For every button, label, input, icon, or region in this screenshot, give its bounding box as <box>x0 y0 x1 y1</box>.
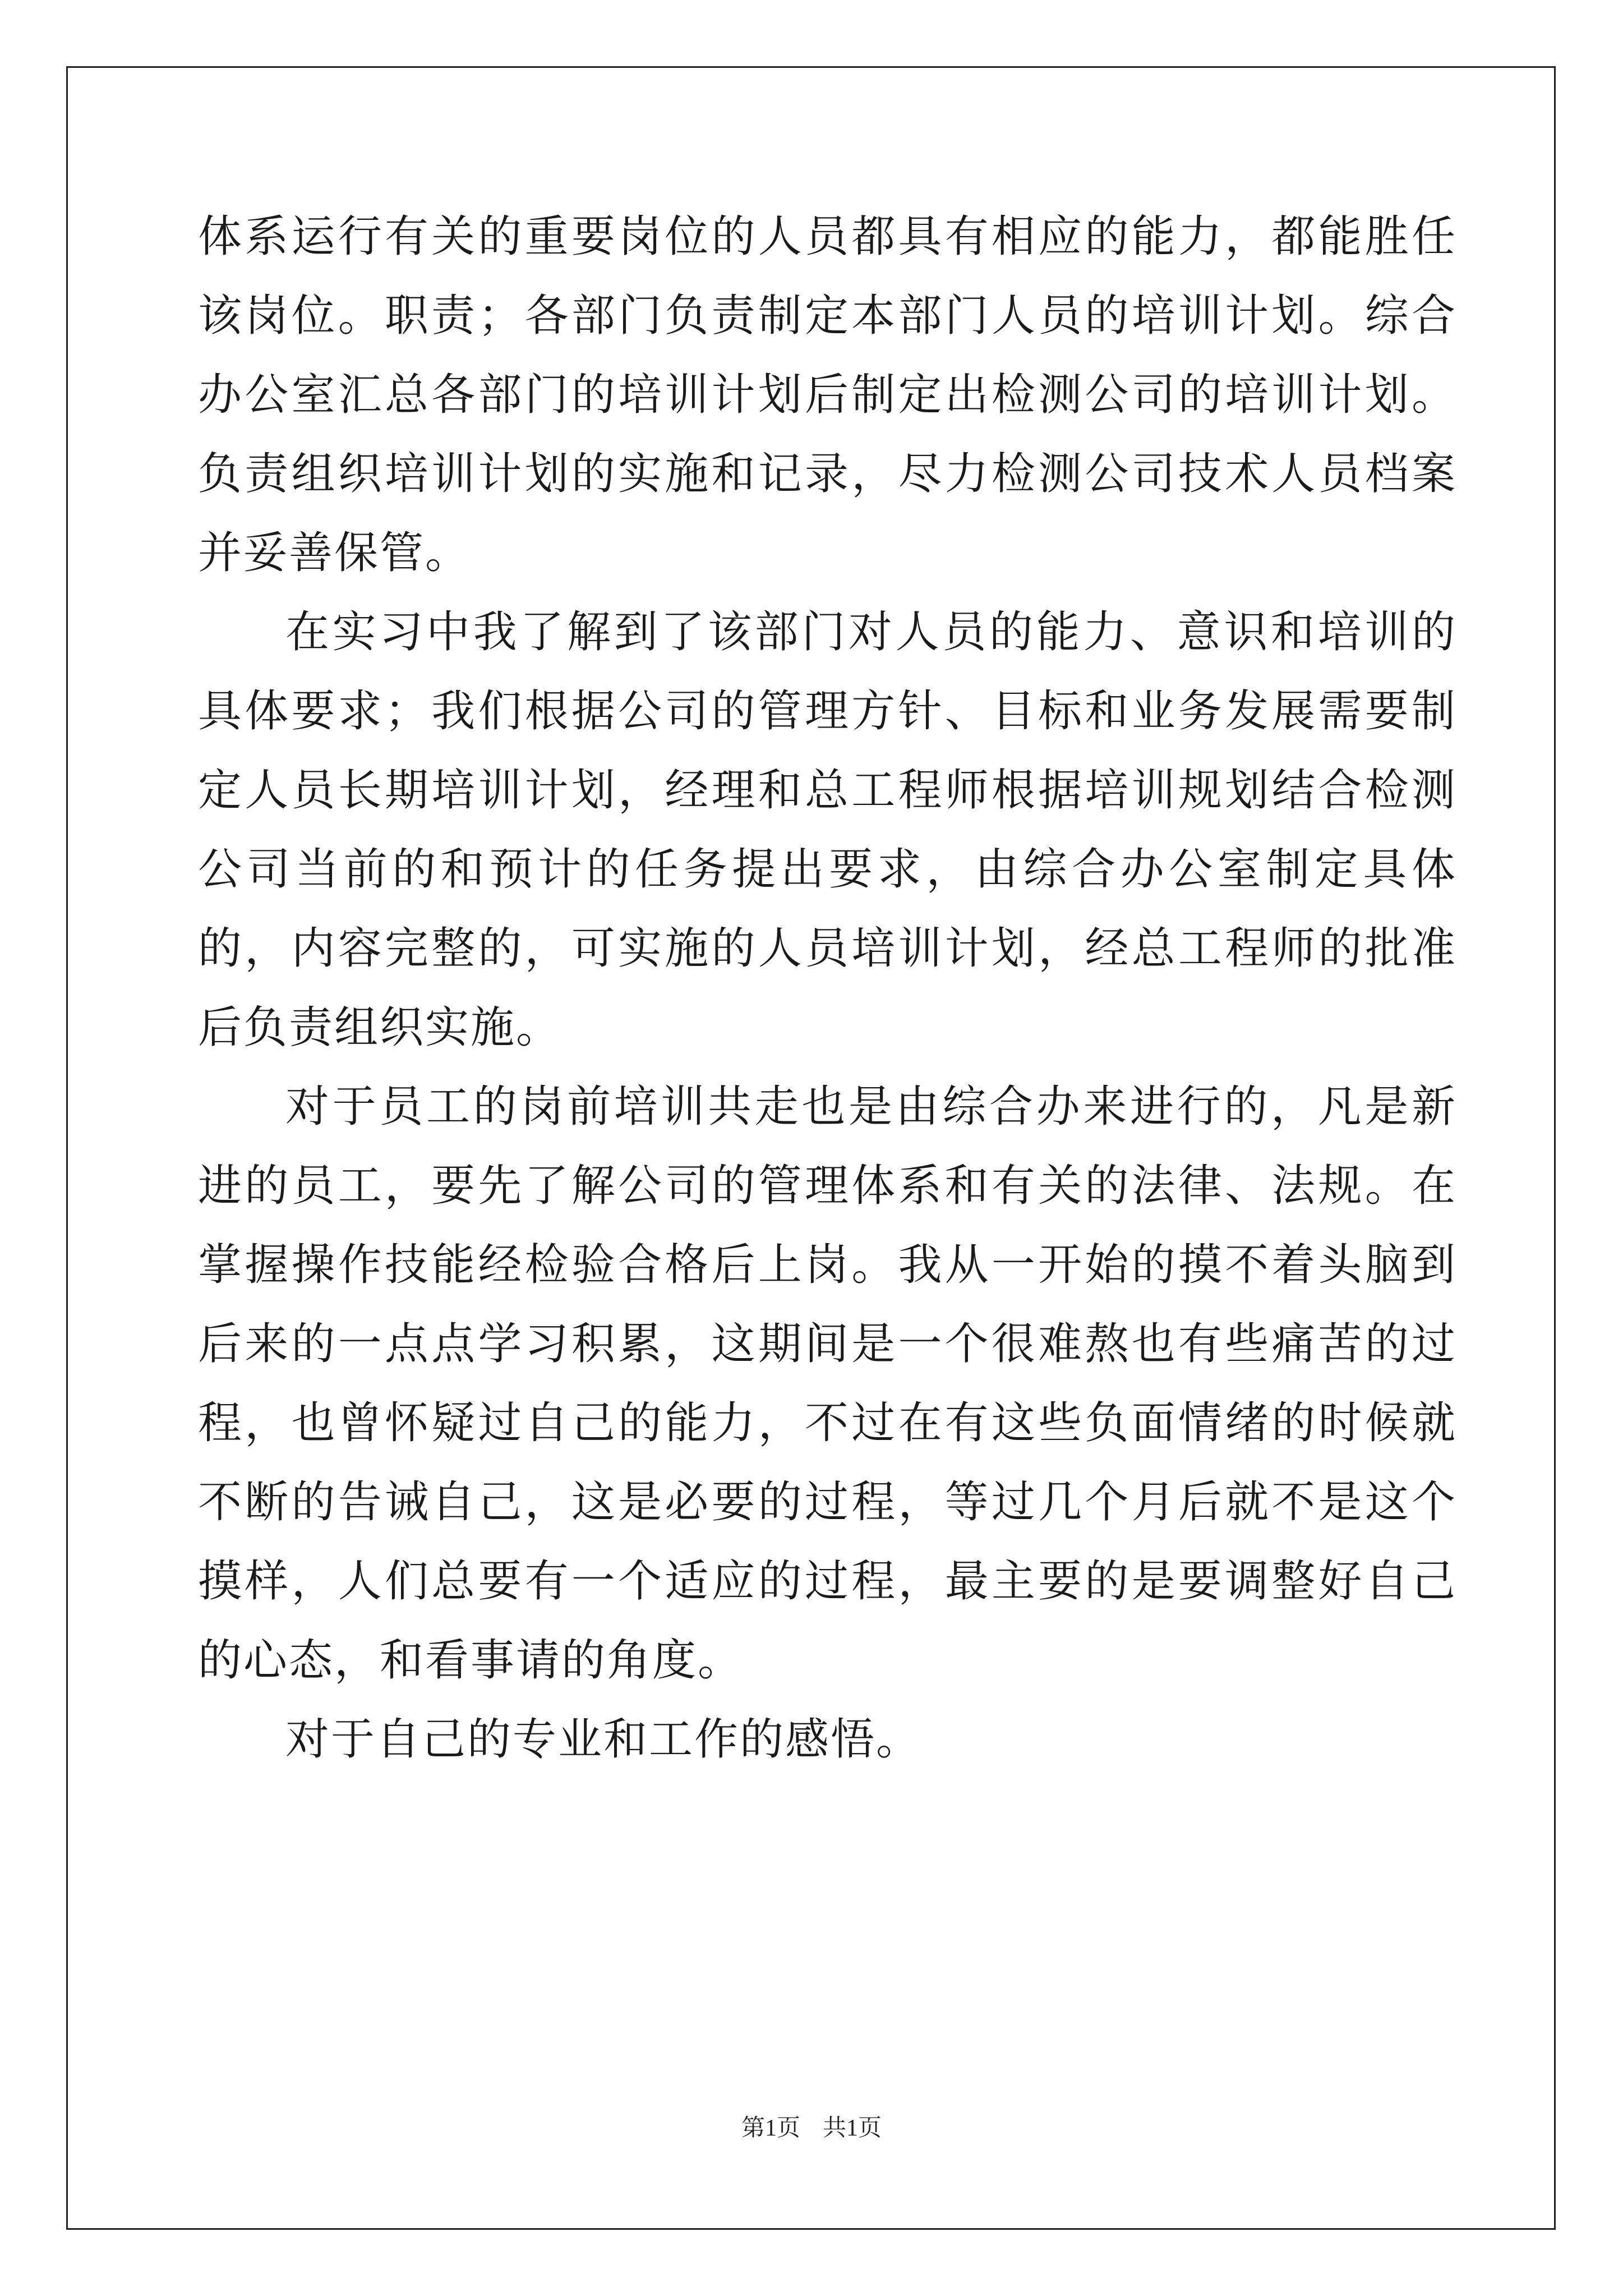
paragraph-1: 体系运行有关的重要岗位的人员都具有相应的能力，都能胜任该岗位。职责；各部门负责制定本部门人员的培训计划。综合办公室汇总各部门的培训计划后制定出检测公司的培训计划。负责组织培训计划的实施和记录，尽力检测公司技术人员档案并妥善保管。 <box>198 211 1457 578</box>
document-body <box>198 197 1457 1779</box>
page-footer <box>0 2111 1623 2145</box>
paragraph-2: 在实习中我了解到了该部门对人员的能力、意识和培训的具体要求；我们根据公司的管理方针、目标和业务发展需要制定人员长期培训计划，经理和总工程师根据培训规划结合检测公司当前的和预计的任务提出要求，由综合办公室制定具体的，内容完整的，可实施的人员培训计划，经总工程师的批准后负责组织实施。 <box>198 607 1457 1053</box>
page-number: 第1页 <box>741 2115 800 2141</box>
paragraph-4: 对于自己的专业和工作的感悟。 <box>285 1714 922 1765</box>
page-total: 共1页 <box>823 2115 882 2141</box>
paragraph-3: 对于员工的岗前培训共走也是由综合办来进行的，凡是新进的员工，要先了解公司的管理体系和有关的法律、法规。在掌握操作技能经检验合格后上岗。我从一开始的摸不着头脑到后来的一点点学习积累，这期间是一个很难熬也有些痛苦的过程，也曾怀疑过自己的能力，不过在有这些负面情绪的时候就不断的告诫自己，这是必要的过程，等过几个月后就不是这个摸样，人们总要有一个适应的过程，最主要的是要调整好自己的心态，和看事请的角度。 <box>198 1082 1457 1686</box>
